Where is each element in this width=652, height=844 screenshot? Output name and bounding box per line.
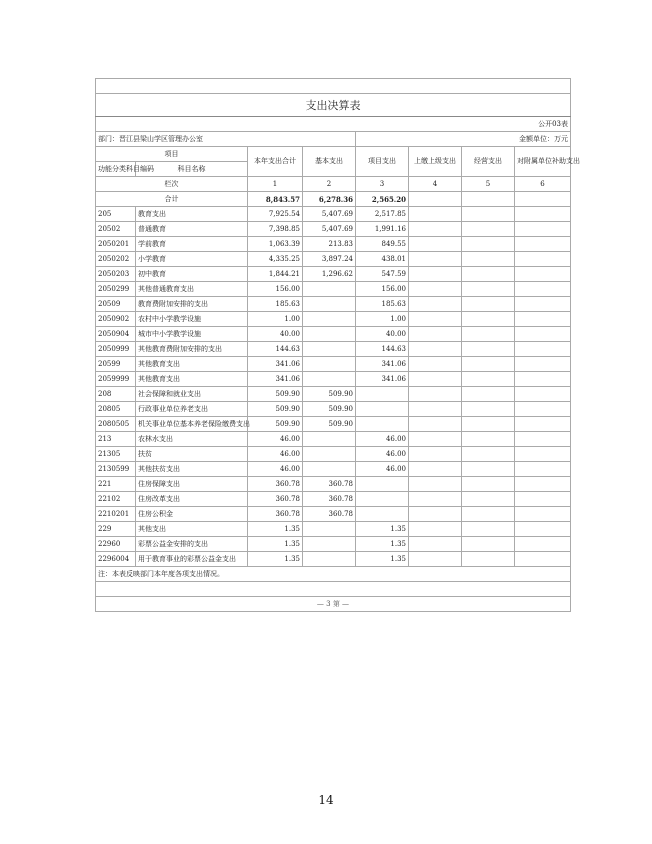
row-upper — [409, 267, 462, 282]
row-name: 社会保障和就业支出 — [136, 387, 248, 402]
row-subsidy — [515, 267, 571, 282]
row-code: 2050202 — [96, 252, 136, 267]
row-code: 213 — [96, 432, 136, 447]
row-project — [356, 477, 409, 492]
row-total: 40.00 — [248, 327, 303, 342]
row-code: 2050299 — [96, 282, 136, 297]
row-total: 1.00 — [248, 312, 303, 327]
row-project: 144.63 — [356, 342, 409, 357]
row-basic: 213.83 — [303, 237, 356, 252]
row-project: 46.00 — [356, 462, 409, 477]
table-row — [96, 342, 571, 357]
row-subsidy — [515, 402, 571, 417]
row-basic — [303, 552, 356, 567]
row-project — [356, 402, 409, 417]
row-subsidy — [515, 552, 571, 567]
row-code: 229 — [96, 522, 136, 537]
row-name: 扶贫 — [136, 447, 248, 462]
row-name: 城市中小学教学设施 — [136, 327, 248, 342]
row-operating — [462, 387, 515, 402]
table-row — [96, 252, 571, 267]
row-total: 46.00 — [248, 447, 303, 462]
header-name: 科目名称 — [136, 162, 248, 177]
row-code: 205 — [96, 207, 136, 222]
row-project: 341.06 — [356, 357, 409, 372]
row-subsidy — [515, 492, 571, 507]
table-note: 注：本表反映部门本年度各项支出情况。 — [96, 567, 571, 582]
row-code: 20599 — [96, 357, 136, 372]
row-upper — [409, 537, 462, 552]
row-basic: 360.78 — [303, 477, 356, 492]
table-code: 公开03表 — [96, 117, 571, 132]
row-code: 20805 — [96, 402, 136, 417]
row-basic: 360.78 — [303, 507, 356, 522]
row-basic: 3,897.24 — [303, 252, 356, 267]
row-basic — [303, 447, 356, 462]
row-basic — [303, 327, 356, 342]
row-operating — [462, 207, 515, 222]
row-subsidy — [515, 537, 571, 552]
row-code: 2050201 — [96, 237, 136, 252]
row-project: 1.35 — [356, 522, 409, 537]
row-name: 其他扶贫支出 — [136, 462, 248, 477]
row-total: 46.00 — [248, 432, 303, 447]
table-row — [96, 312, 571, 327]
header-col4: 上缴上级支出 — [409, 147, 462, 177]
row-upper — [409, 507, 462, 522]
row-code: 221 — [96, 477, 136, 492]
row-operating — [462, 297, 515, 312]
row-subsidy — [515, 462, 571, 477]
table-row — [96, 327, 571, 342]
header-col6: 对附属单位补助支出 — [515, 147, 571, 177]
row-operating — [462, 447, 515, 462]
table-row — [96, 207, 571, 222]
row-name: 其他教育费附加安排的支出 — [136, 342, 248, 357]
table-row — [96, 387, 571, 402]
row-operating — [462, 492, 515, 507]
total-c2: 6,278.36 — [303, 192, 356, 207]
table-row — [96, 267, 571, 282]
row-subsidy — [515, 222, 571, 237]
row-total: 7,398.85 — [248, 222, 303, 237]
row-project: 156.00 — [356, 282, 409, 297]
lanci-4: 4 — [409, 177, 462, 192]
row-upper — [409, 342, 462, 357]
table-row — [96, 222, 571, 237]
row-basic — [303, 357, 356, 372]
row-project: 849.55 — [356, 237, 409, 252]
row-code: 2059999 — [96, 372, 136, 387]
row-total: 341.06 — [248, 372, 303, 387]
row-operating — [462, 402, 515, 417]
row-upper — [409, 522, 462, 537]
row-operating — [462, 432, 515, 447]
table-row — [96, 417, 571, 432]
row-name: 住房公积金 — [136, 507, 248, 522]
row-name: 用于教育事业的彩票公益金支出 — [136, 552, 248, 567]
row-basic — [303, 312, 356, 327]
row-total: 360.78 — [248, 477, 303, 492]
row-operating — [462, 537, 515, 552]
row-name: 机关事业单位基本养老保险缴费支出 — [136, 417, 248, 432]
row-basic — [303, 372, 356, 387]
row-name: 住房保障支出 — [136, 477, 248, 492]
row-upper — [409, 402, 462, 417]
row-operating — [462, 417, 515, 432]
row-subsidy — [515, 447, 571, 462]
row-name: 行政事业单位养老支出 — [136, 402, 248, 417]
row-operating — [462, 552, 515, 567]
row-basic — [303, 282, 356, 297]
row-upper — [409, 327, 462, 342]
table-row — [96, 372, 571, 387]
row-project — [356, 417, 409, 432]
row-code: 2050203 — [96, 267, 136, 282]
row-subsidy — [515, 282, 571, 297]
row-total: 1,844.21 — [248, 267, 303, 282]
row-upper — [409, 492, 462, 507]
row-subsidy — [515, 357, 571, 372]
row-total: 1,063.39 — [248, 237, 303, 252]
row-subsidy — [515, 417, 571, 432]
header-code: 功能分类科目编码 — [96, 162, 136, 177]
row-total: 156.00 — [248, 282, 303, 297]
row-basic: 509.90 — [303, 417, 356, 432]
row-basic: 360.78 — [303, 492, 356, 507]
row-total: 1.35 — [248, 552, 303, 567]
row-code: 2050902 — [96, 312, 136, 327]
row-upper — [409, 297, 462, 312]
row-project: 2,517.85 — [356, 207, 409, 222]
row-project: 1.35 — [356, 537, 409, 552]
row-subsidy — [515, 522, 571, 537]
row-basic — [303, 297, 356, 312]
row-basic: 5,407.69 — [303, 207, 356, 222]
table-row — [96, 447, 571, 462]
row-operating — [462, 222, 515, 237]
row-name: 住房改革支出 — [136, 492, 248, 507]
header-item: 项目 — [96, 147, 248, 162]
row-upper — [409, 207, 462, 222]
row-upper — [409, 432, 462, 447]
row-name: 其他教育支出 — [136, 372, 248, 387]
row-operating — [462, 342, 515, 357]
row-project: 547.59 — [356, 267, 409, 282]
row-code: 2080505 — [96, 417, 136, 432]
lanci-2: 2 — [303, 177, 356, 192]
row-code: 22960 — [96, 537, 136, 552]
row-operating — [462, 267, 515, 282]
row-subsidy — [515, 432, 571, 447]
row-code: 20502 — [96, 222, 136, 237]
row-upper — [409, 372, 462, 387]
row-basic — [303, 522, 356, 537]
row-upper — [409, 477, 462, 492]
sheet-footer: — 3 第 — — [96, 597, 571, 612]
row-name: 普通教育 — [136, 222, 248, 237]
table-row — [96, 282, 571, 297]
table-row — [96, 462, 571, 477]
row-upper — [409, 462, 462, 477]
row-name: 其他教育支出 — [136, 357, 248, 372]
row-project: 185.63 — [356, 297, 409, 312]
row-project: 40.00 — [356, 327, 409, 342]
row-code: 208 — [96, 387, 136, 402]
row-subsidy — [515, 507, 571, 522]
row-name: 彩票公益金安排的支出 — [136, 537, 248, 552]
row-upper — [409, 387, 462, 402]
row-project: 1,991.16 — [356, 222, 409, 237]
row-total: 509.90 — [248, 402, 303, 417]
row-operating — [462, 312, 515, 327]
row-upper — [409, 222, 462, 237]
row-name: 其他普通教育支出 — [136, 282, 248, 297]
table-row — [96, 507, 571, 522]
row-name: 教育支出 — [136, 207, 248, 222]
row-total: 360.78 — [248, 507, 303, 522]
row-total: 1.35 — [248, 522, 303, 537]
department-label: 部门：晋江县梁山学区管理办公室 — [96, 132, 356, 147]
row-operating — [462, 462, 515, 477]
header-col1: 本年支出合计 — [248, 147, 303, 177]
lanci-3: 3 — [356, 177, 409, 192]
row-upper — [409, 357, 462, 372]
lanci-1: 1 — [248, 177, 303, 192]
row-subsidy — [515, 477, 571, 492]
row-total: 360.78 — [248, 492, 303, 507]
table-row — [96, 432, 571, 447]
header-col5: 经营支出 — [462, 147, 515, 177]
row-project — [356, 492, 409, 507]
row-name: 小学教育 — [136, 252, 248, 267]
expenditure-sheet — [95, 78, 580, 612]
table-row — [96, 492, 571, 507]
row-project: 341.06 — [356, 372, 409, 387]
row-project — [356, 387, 409, 402]
row-name: 教育费附加安排的支出 — [136, 297, 248, 312]
row-basic: 509.90 — [303, 387, 356, 402]
row-operating — [462, 237, 515, 252]
row-total: 4,335.25 — [248, 252, 303, 267]
row-operating — [462, 477, 515, 492]
row-operating — [462, 357, 515, 372]
row-subsidy — [515, 327, 571, 342]
row-code: 21305 — [96, 447, 136, 462]
row-project: 438.01 — [356, 252, 409, 267]
unit-label: 金额单位：万元 — [356, 132, 571, 147]
row-basic — [303, 537, 356, 552]
row-project: 1.00 — [356, 312, 409, 327]
row-project — [356, 507, 409, 522]
total-c3: 2,565.20 — [356, 192, 409, 207]
row-project: 46.00 — [356, 447, 409, 462]
row-basic: 1,296.62 — [303, 267, 356, 282]
lanci-6: 6 — [515, 177, 571, 192]
row-total: 509.90 — [248, 417, 303, 432]
row-operating — [462, 372, 515, 387]
table-row — [96, 552, 571, 567]
row-operating — [462, 522, 515, 537]
row-upper — [409, 252, 462, 267]
row-subsidy — [515, 372, 571, 387]
row-total: 7,925.54 — [248, 207, 303, 222]
total-label: 合计 — [96, 192, 248, 207]
total-c1: 8,843.57 — [248, 192, 303, 207]
row-total: 185.63 — [248, 297, 303, 312]
header-col3: 项目支出 — [356, 147, 409, 177]
row-upper — [409, 552, 462, 567]
row-total: 341.06 — [248, 357, 303, 372]
page-number: 14 — [318, 793, 334, 807]
row-basic — [303, 432, 356, 447]
row-code: 2296004 — [96, 552, 136, 567]
row-upper — [409, 447, 462, 462]
row-upper — [409, 237, 462, 252]
row-project: 1.35 — [356, 552, 409, 567]
header-col2: 基本支出 — [303, 147, 356, 177]
row-subsidy — [515, 297, 571, 312]
row-code: 2050904 — [96, 327, 136, 342]
row-operating — [462, 507, 515, 522]
table-row — [96, 297, 571, 312]
row-operating — [462, 252, 515, 267]
table-row — [96, 237, 571, 252]
row-total: 509.90 — [248, 387, 303, 402]
row-subsidy — [515, 312, 571, 327]
row-name: 学前教育 — [136, 237, 248, 252]
row-operating — [462, 282, 515, 297]
lanci-label: 栏次 — [96, 177, 248, 192]
row-basic: 5,407.69 — [303, 222, 356, 237]
row-basic — [303, 462, 356, 477]
row-code: 22102 — [96, 492, 136, 507]
table-row — [96, 402, 571, 417]
table-row — [96, 537, 571, 552]
row-subsidy — [515, 237, 571, 252]
row-code: 2130599 — [96, 462, 136, 477]
table-row — [96, 477, 571, 492]
row-name: 农林水支出 — [136, 432, 248, 447]
row-code: 2050999 — [96, 342, 136, 357]
row-total: 46.00 — [248, 462, 303, 477]
row-upper — [409, 282, 462, 297]
row-upper — [409, 312, 462, 327]
row-basic — [303, 342, 356, 357]
row-subsidy — [515, 342, 571, 357]
table-row — [96, 357, 571, 372]
row-basic: 509.90 — [303, 402, 356, 417]
row-subsidy — [515, 252, 571, 267]
row-code: 20509 — [96, 297, 136, 312]
row-name: 初中教育 — [136, 267, 248, 282]
row-project: 46.00 — [356, 432, 409, 447]
row-total: 144.63 — [248, 342, 303, 357]
lanci-5: 5 — [462, 177, 515, 192]
row-subsidy — [515, 207, 571, 222]
expenditure-table — [95, 78, 580, 612]
table-row — [96, 522, 571, 537]
row-operating — [462, 327, 515, 342]
row-total: 1.35 — [248, 537, 303, 552]
table-title: 支出决算表 — [96, 94, 571, 117]
row-upper — [409, 417, 462, 432]
row-name: 农村中小学教学设施 — [136, 312, 248, 327]
row-subsidy — [515, 387, 571, 402]
row-name: 其他支出 — [136, 522, 248, 537]
row-code: 2210201 — [96, 507, 136, 522]
